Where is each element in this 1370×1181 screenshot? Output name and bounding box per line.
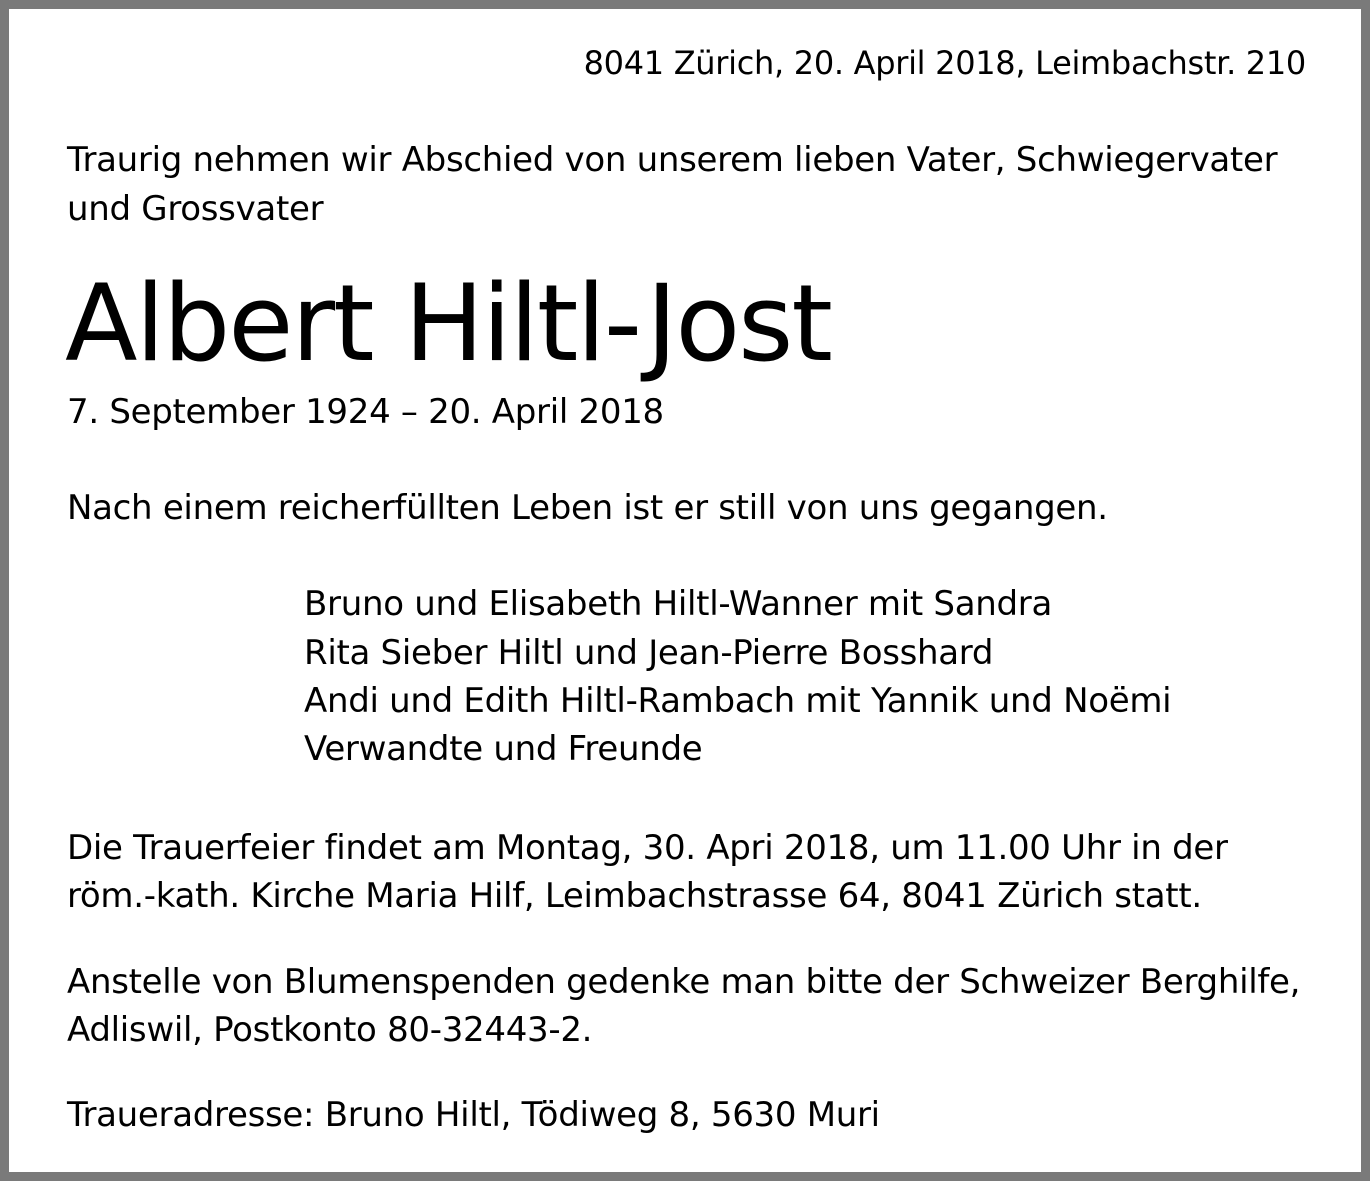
funeral-service-line-2: röm.-kath. Kirche Maria Hilf, Leimbachstrasse 64, 8041 Zürich statt. xyxy=(67,876,1202,916)
mourner-line: Verwandte und Freunde xyxy=(304,729,703,769)
obituary-notice xyxy=(9,9,1361,1172)
intro-text-line-2: und Grossvater xyxy=(67,189,324,229)
deceased-name: Albert Hiltl-Jost xyxy=(65,262,831,385)
memorial-statement: Nach einem reicherfüllten Leben ist er still von uns gegangen. xyxy=(67,488,1108,528)
mourner-line: Bruno und Elisabeth Hiltl-Wanner mit Sandra xyxy=(304,584,1052,624)
funeral-service-line-1: Die Trauerfeier findet am Montag, 30. Apri 2018, um 11.00 Uhr in der xyxy=(67,828,1228,868)
donation-note-line-1: Anstelle von Blumenspenden gedenke man bitte der Schweizer Berghilfe, xyxy=(67,962,1301,1002)
mourner-line: Andi und Edith Hiltl-Rambach mit Yannik und Noëmi xyxy=(304,681,1172,721)
lifespan-dates: 7. September 1924 – 20. April 2018 xyxy=(67,392,664,432)
mourning-address: Traueradresse: Bruno Hiltl, Tödiweg 8, 5630 Muri xyxy=(67,1095,880,1135)
place-date-line: 8041 Zürich, 20. April 2018, Leimbachstr. 210 xyxy=(583,44,1306,82)
mourner-line: Rita Sieber Hiltl und Jean-Pierre Bosshard xyxy=(304,633,994,673)
intro-text-line-1: Traurig nehmen wir Abschied von unserem lieben Vater, Schwiegervater xyxy=(67,140,1278,180)
donation-note-line-2: Adliswil, Postkonto 80-32443-2. xyxy=(67,1010,593,1050)
